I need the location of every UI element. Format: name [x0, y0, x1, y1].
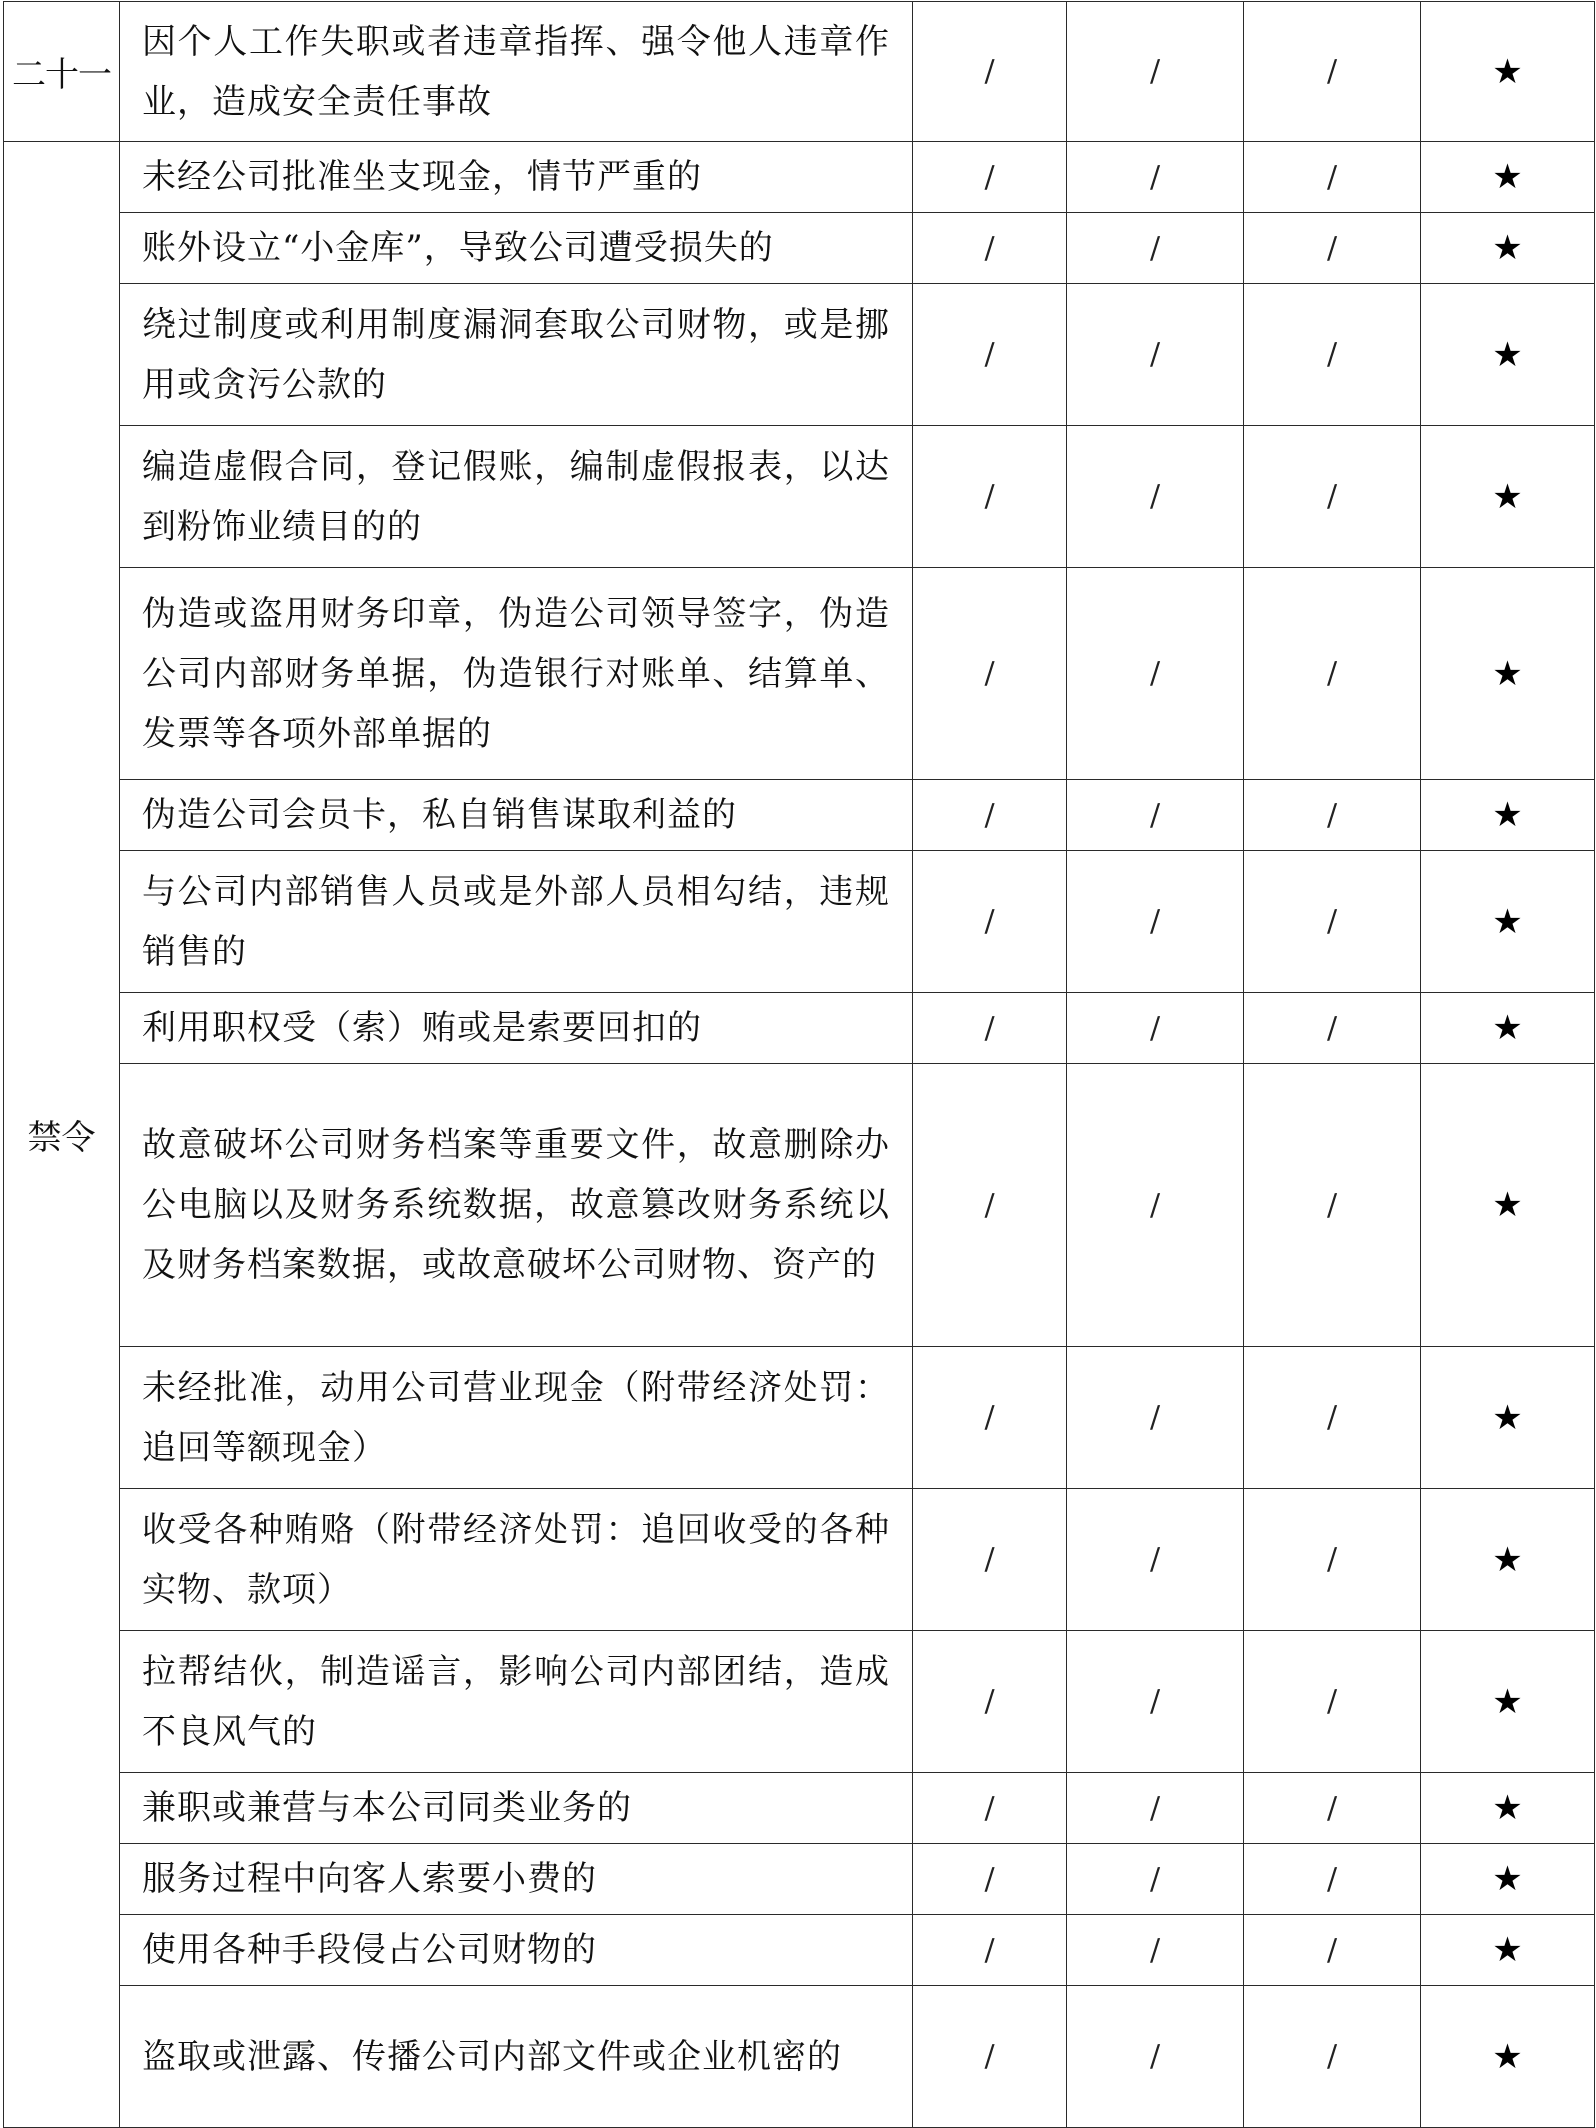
penalty-star: ★ [1421, 1489, 1595, 1631]
table-row [4, 1844, 1595, 1915]
penalty-slash: ∕ [913, 1489, 1067, 1631]
penalty-slash: ∕ [1067, 1844, 1244, 1915]
table-row [4, 284, 1595, 426]
penalty-star: ★ [1421, 1986, 1595, 2128]
violation-description: 未经批准，动用公司营业现金（附带经济处罚：追回等额现金） [120, 1347, 913, 1489]
penalty-slash: ∕ [1067, 142, 1244, 213]
table-row [4, 2, 1595, 142]
penalty-table [3, 1, 1595, 2128]
penalty-slash: ∕ [1244, 1773, 1421, 1844]
penalty-slash: ∕ [1244, 284, 1421, 426]
table-row [4, 142, 1595, 213]
violation-description: 收受各种贿赂（附带经济处罚：追回收受的各种实物、款项） [120, 1489, 913, 1631]
violation-description: 服务过程中向客人索要小费的 [120, 1844, 913, 1915]
penalty-slash: ∕ [1244, 1064, 1421, 1347]
penalty-slash: ∕ [913, 851, 1067, 993]
penalty-slash: ∕ [1244, 1915, 1421, 1986]
penalty-slash: ∕ [1244, 993, 1421, 1064]
penalty-slash: ∕ [1067, 851, 1244, 993]
table-row [4, 993, 1595, 1064]
table-row [4, 1915, 1595, 1986]
category-label: 禁令 [4, 142, 120, 2128]
penalty-slash: ∕ [1067, 1986, 1244, 2128]
penalty-slash: ∕ [1067, 1915, 1244, 1986]
violation-description: 兼职或兼营与本公司同类业务的 [120, 1773, 913, 1844]
penalty-slash: ∕ [1244, 1986, 1421, 2128]
penalty-slash: ∕ [1244, 780, 1421, 851]
penalty-slash: ∕ [913, 1347, 1067, 1489]
penalty-slash: ∕ [913, 1773, 1067, 1844]
row-number: 二十一 [4, 2, 120, 142]
violation-description: 利用职权受（索）贿或是索要回扣的 [120, 993, 913, 1064]
violation-description: 编造虚假合同，登记假账，编制虚假报表，以达到粉饰业绩目的的 [120, 426, 913, 568]
penalty-star: ★ [1421, 851, 1595, 993]
violation-description: 盗取或泄露、传播公司内部文件或企业机密的 [120, 1986, 913, 2128]
violation-description: 账外设立“小金库”，导致公司遭受损失的 [120, 213, 913, 284]
violation-description: 伪造公司会员卡，私自销售谋取利益的 [120, 780, 913, 851]
penalty-slash: ∕ [913, 1844, 1067, 1915]
penalty-slash: ∕ [913, 993, 1067, 1064]
table-row [4, 1064, 1595, 1347]
table-row [4, 780, 1595, 851]
penalty-slash: ∕ [913, 284, 1067, 426]
penalty-star: ★ [1421, 568, 1595, 780]
penalty-slash: ∕ [913, 142, 1067, 213]
table-row [4, 1773, 1595, 1844]
penalty-slash: ∕ [1244, 1489, 1421, 1631]
penalty-slash: ∕ [1067, 1489, 1244, 1631]
violation-description: 未经公司批准坐支现金，情节严重的 [120, 142, 913, 213]
violation-description: 拉帮结伙，制造谣言，影响公司内部团结，造成不良风气的 [120, 1631, 913, 1773]
penalty-slash: ∕ [1244, 142, 1421, 213]
penalty-slash: ∕ [1244, 1631, 1421, 1773]
penalty-slash: ∕ [1244, 1844, 1421, 1915]
penalty-star: ★ [1421, 1347, 1595, 1489]
table-row [4, 426, 1595, 568]
penalty-star: ★ [1421, 1773, 1595, 1844]
penalty-slash: ∕ [913, 568, 1067, 780]
penalty-star: ★ [1421, 780, 1595, 851]
penalty-star: ★ [1421, 993, 1595, 1064]
penalty-slash: ∕ [1067, 1773, 1244, 1844]
penalty-slash: ∕ [1067, 1631, 1244, 1773]
penalty-slash: ∕ [1244, 1347, 1421, 1489]
penalty-slash: ∕ [1067, 2, 1244, 142]
table-row [4, 568, 1595, 780]
penalty-slash: ∕ [1244, 568, 1421, 780]
penalty-slash: ∕ [1067, 1347, 1244, 1489]
penalty-star: ★ [1421, 142, 1595, 213]
penalty-star: ★ [1421, 1631, 1595, 1773]
table-row [4, 1489, 1595, 1631]
penalty-slash: ∕ [1067, 284, 1244, 426]
penalty-slash: ∕ [1244, 851, 1421, 993]
violation-description: 因个人工作失职或者违章指挥、强令他人违章作业，造成安全责任事故 [120, 2, 913, 142]
table-row [4, 1986, 1595, 2128]
penalty-slash: ∕ [1067, 993, 1244, 1064]
penalty-slash: ∕ [1067, 568, 1244, 780]
penalty-slash: ∕ [1067, 426, 1244, 568]
penalty-slash: ∕ [1244, 426, 1421, 568]
violation-description: 使用各种手段侵占公司财物的 [120, 1915, 913, 1986]
penalty-star: ★ [1421, 426, 1595, 568]
table-row [4, 1631, 1595, 1773]
penalty-slash: ∕ [913, 1631, 1067, 1773]
penalty-slash: ∕ [1067, 1064, 1244, 1347]
penalty-star: ★ [1421, 1915, 1595, 1986]
penalty-slash: ∕ [913, 780, 1067, 851]
violation-description: 绕过制度或利用制度漏洞套取公司财物，或是挪用或贪污公款的 [120, 284, 913, 426]
table-row [4, 1347, 1595, 1489]
penalty-slash: ∕ [913, 1915, 1067, 1986]
penalty-slash: ∕ [913, 213, 1067, 284]
penalty-slash: ∕ [1244, 2, 1421, 142]
table-row [4, 213, 1595, 284]
penalty-slash: ∕ [913, 1986, 1067, 2128]
penalty-star: ★ [1421, 284, 1595, 426]
penalty-slash: ∕ [913, 426, 1067, 568]
penalty-slash: ∕ [1067, 780, 1244, 851]
violation-description: 伪造或盗用财务印章，伪造公司领导签字，伪造公司内部财务单据，伪造银行对账单、结算单、发票等各项外部单据的 [120, 568, 913, 780]
violation-description: 与公司内部销售人员或是外部人员相勾结，违规销售的 [120, 851, 913, 993]
penalty-slash: ∕ [913, 2, 1067, 142]
penalty-slash: ∕ [1067, 213, 1244, 284]
table-row [4, 851, 1595, 993]
penalty-star: ★ [1421, 213, 1595, 284]
penalty-slash: ∕ [1244, 213, 1421, 284]
penalty-star: ★ [1421, 1064, 1595, 1347]
penalty-star: ★ [1421, 1844, 1595, 1915]
penalty-star: ★ [1421, 2, 1595, 142]
violation-description: 故意破坏公司财务档案等重要文件，故意删除办公电脑以及财务系统数据，故意篡改财务系统以及财务档案数据，或故意破坏公司财物、资产的 [120, 1064, 913, 1347]
penalty-slash: ∕ [913, 1064, 1067, 1347]
